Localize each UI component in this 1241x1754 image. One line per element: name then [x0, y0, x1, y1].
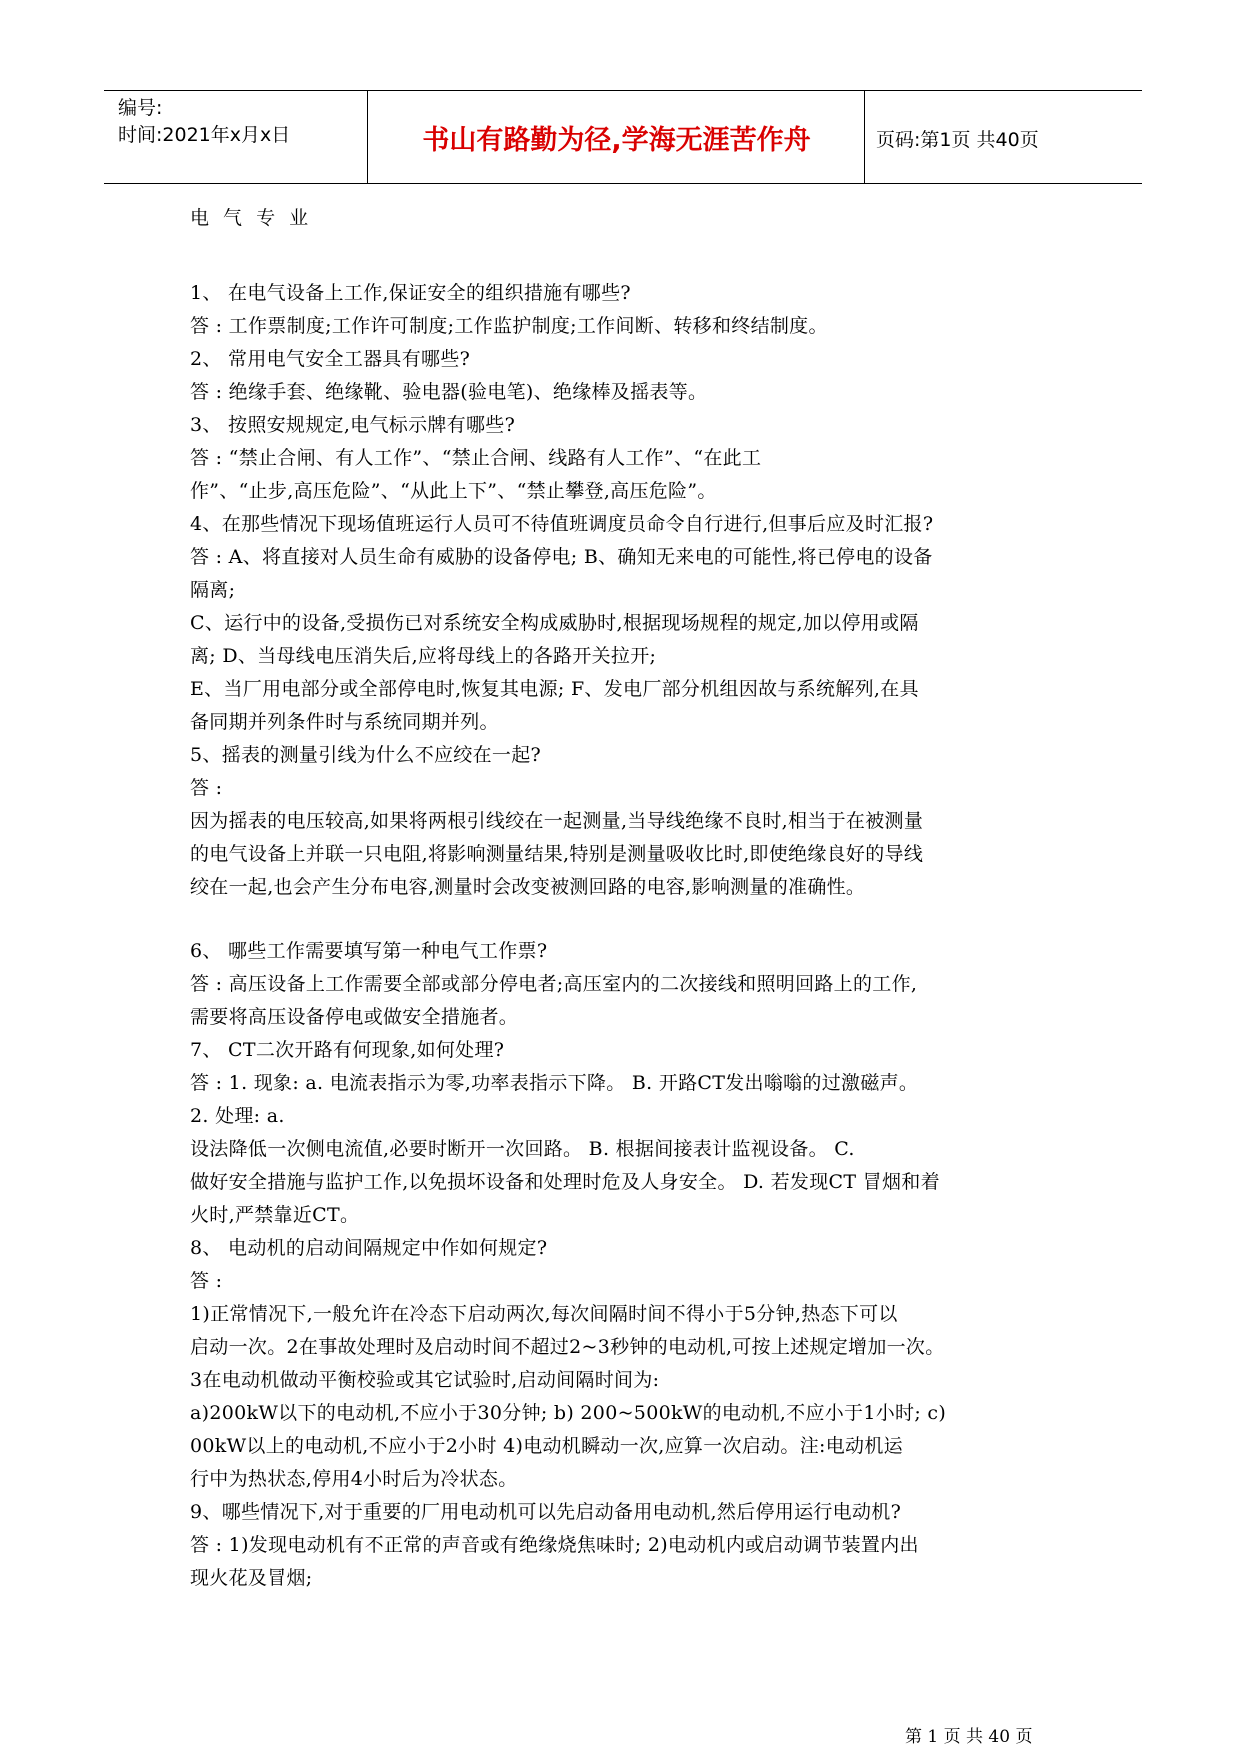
answer-line: 答 : 1)发现电动机有不正常的声音或有绝缘烧焦味时; 2)电动机内或启动调节装置内出: [190, 1534, 919, 1556]
answer-line: 答 :: [190, 1270, 223, 1292]
answer-line: 00kW以上的电动机,不应小于2小时 4)电动机瞬动一次,应算一次启动。注:电动机运: [190, 1435, 903, 1457]
answer-line: 答 :: [190, 777, 223, 799]
answer-line: 隔离;: [190, 579, 236, 601]
question-line: 5、摇表的测量引线为什么不应绞在一起?: [190, 744, 541, 766]
question-line: 2、 常用电气安全工器具有哪些?: [190, 348, 471, 370]
answer-line: 离; D、当母线电压消失后,应将母线上的各路开关拉开;: [190, 645, 657, 667]
question-line: 1、 在电气设备上工作,保证安全的组织措施有哪些?: [190, 282, 631, 304]
question-line: 4、在那些情况下现场值班运行人员可不待值班调度员命令自行进行,但事后应及时汇报?: [190, 513, 934, 535]
document-header: [104, 90, 1142, 184]
answer-line: 答 : 绝缘手套、绝缘靴、验电器(验电笔)、绝缘棒及摇表等。: [190, 381, 708, 403]
page-footer: 第 1 页 共 40 页: [905, 1727, 1033, 1747]
answer-line: 2. 处理: a.: [190, 1105, 285, 1127]
number-label: 编号:: [118, 97, 163, 119]
answer-line: 启动一次。2在事故处理时及启动时间不超过2~3秒钟的电动机,可按上述规定增加一次。: [190, 1336, 945, 1358]
answer-line: a)200kW以下的电动机,不应小于30分钟; b) 200~500kW的电动机,不应小于1小时; c): [190, 1402, 947, 1424]
answer-line: 的电气设备上并联一只电阻,将影响测量结果,特别是测量吸收比时,即使绝缘良好的导线: [190, 843, 924, 865]
motto-text: 书山有路勤为径,学海无涯苦作舟: [422, 125, 811, 156]
answer-line: 答 : 高压设备上工作需要全部或部分停电者;高压室内的二次接线和照明回路上的工作,: [190, 973, 918, 995]
answer-line: 做好安全措施与监护工作,以免损坏设备和处理时危及人身安全。 D. 若发现CT 冒烟和着: [190, 1171, 940, 1193]
answer-line: E、当厂用电部分或全部停电时,恢复其电源; F、发电厂部分机组因故与系统解列,在具: [190, 678, 919, 700]
answer-line: 绞在一起,也会产生分布电容,测量时会改变被测回路的电容,影响测量的准确性。: [190, 876, 866, 898]
section-title: 电 气 专 业: [190, 207, 313, 229]
header-meta-cell: [104, 91, 368, 183]
answer-line: 备同期并列条件时与系统同期并列。: [190, 711, 499, 733]
answer-line: 作”、“止步,高压危险”、“从此上下”、“禁止攀登,高压危险”。: [190, 480, 717, 502]
answer-line: 火时,严禁靠近CT。: [190, 1204, 360, 1226]
question-line: 9、哪些情况下,对于重要的厂用电动机可以先启动备用电动机,然后停用运行电动机?: [190, 1501, 902, 1523]
answer-line: C、运行中的设备,受损伤已对系统安全构成威胁时,根据现场规程的规定,加以停用或隔: [190, 612, 919, 634]
question-line: 3、 按照安规规定,电气标示牌有哪些?: [190, 414, 516, 436]
answer-line: 需要将高压设备停电或做安全措施者。: [190, 1006, 519, 1028]
time-label: 时间:2021年x月x日: [118, 124, 291, 146]
answer-line: 因为摇表的电压较高,如果将两根引线绞在一起测量,当导线绝缘不良时,相当于在被测量: [190, 810, 924, 832]
answer-line: 3在电动机做动平衡校验或其它试验时,启动间隔时间为:: [190, 1369, 660, 1391]
answer-line: 答 : A、将直接对人员生命有威胁的设备停电; B、确知无来电的可能性,将已停电的设备: [190, 546, 933, 568]
question-line: 7、 CT二次开路有何现象,如何处理?: [190, 1039, 505, 1061]
question-line: 6、 哪些工作需要填写第一种电气工作票?: [190, 940, 548, 962]
answer-line: 答 : 工作票制度;工作许可制度;工作监护制度;工作间断、转移和终结制度。: [190, 315, 828, 337]
answer-line: 1)正常情况下,一般允许在冷态下启动两次,每次间隔时间不得小于5分钟,热态下可以: [190, 1303, 898, 1325]
header-motto-cell: [369, 91, 865, 183]
answer-line: 答 : “禁止合闸、有人工作”、“禁止合闸、线路有人工作”、“在此工: [190, 447, 762, 469]
answer-line: 现火花及冒烟;: [190, 1567, 313, 1589]
answer-line: 答 : 1. 现象: a. 电流表指示为零,功率表指示下降。 B. 开路CT发出嗡嗡的过激磁声。: [190, 1072, 919, 1094]
question-line: 8、 电动机的启动间隔规定中作如何规定?: [190, 1237, 548, 1259]
answer-line: 行中为热状态,停用4小时后为冷状态。: [190, 1468, 518, 1490]
page-info: 页码:第1页 共40页: [876, 129, 1039, 151]
header-page-cell: [866, 91, 1142, 183]
answer-line: 设法降低一次侧电流值,必要时断开一次回路。 B. 根据间接表计监视设备。 C.: [190, 1138, 855, 1160]
